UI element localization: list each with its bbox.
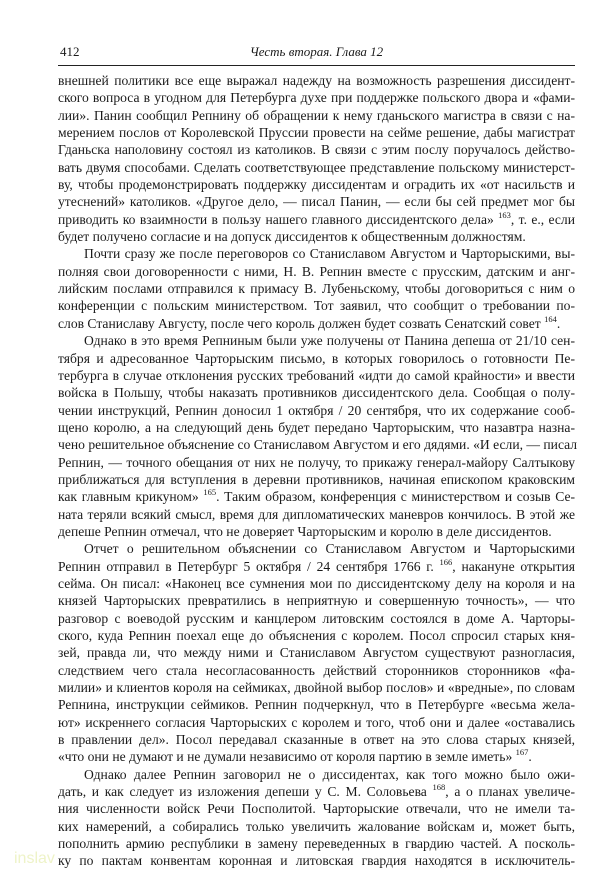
text-segment: , накануне открытия	[452, 558, 575, 574]
footnote-ref: 167	[515, 747, 529, 758]
header-rule	[58, 65, 575, 66]
text-line: лийским послами отправился к примасу В. Лубеньскому, чтобы договориться с ним о	[58, 281, 575, 297]
text-segment: приводить ко взаимности в пользу нашего главного диссидентского дела»	[58, 211, 499, 227]
watermark-logo: inslav	[14, 850, 55, 867]
text-line: разговор с воеводой русским и канцлером литовским состоялся в доме А. Чарторы-	[58, 610, 575, 626]
text-segment: Репнин отправил в Петербург 5 октября / 24 сентября 1766 г.	[58, 558, 440, 574]
text-line: вать двумя способами. Сделать соответствующее представление польскому министерст-	[58, 159, 575, 175]
text-segment: «что они не думают и не думали независимо от короля партию в земле иметь»	[58, 749, 516, 765]
text-line: ната теряли всякий смысл, время для дипломатических маневров кончилось. В этой же	[58, 506, 575, 522]
paragraph	[58, 245, 575, 332]
text-line: Почти сразу же после переговоров со Станиславом Августом и Чарторыскими, вы-	[84, 246, 575, 262]
text-segment: слов Станиславу Августу, после чего король должен будет созвать Сенатский совет	[58, 315, 545, 331]
text-line: ких намерений, а собирались только увеличить жалование войскам и, может быть,	[58, 818, 575, 834]
text-line: тября и адресованное Чарторыским письмо, в которых говорилось о готовности Пе-	[58, 350, 575, 366]
text-line: Отчет о решительном объяснении со Станиславом Августом и Чарторыскими	[84, 541, 575, 557]
text-line: следствием чего стала несогласованность действий сторонников сторонников «фа-	[58, 662, 575, 678]
footnote-ref: 168	[432, 782, 446, 793]
text-line: приближаться для вступления в деревни противников, начиная епископом краковским	[58, 471, 575, 487]
text-line: Репнин, — точного обещания от них не получу, то прикажу генерал-майору Салтыкову	[58, 454, 575, 470]
text-line: ского, куда Репнин поехал еще до объяснения с королем. Посол спросил старых кня-	[58, 628, 575, 643]
text-line: милии» и клиентов короля на сеймиках, двойной выбор послов» и «вредные», по словам	[58, 680, 575, 696]
text-line: тербурга в случае отклонения русских требований «идти до самой крайности» и ввести	[58, 367, 575, 383]
text-segment: , т. е., если	[510, 211, 575, 227]
text-line: ского вопроса в угодном для Петербурга духе при поддержке польского двора и «фами-	[58, 90, 575, 106]
text-line: Однако в это время Репниным были уже получены от Панина депеша от 21/10 сен-	[84, 333, 575, 349]
text-line: войска в Польшу, чтобы наказать противников диссидентского дела. Сообщая о полу-	[58, 385, 575, 401]
text-line	[58, 488, 575, 505]
text-line	[58, 783, 575, 800]
text-line: Гданьска наполовину состоял из католиков. В связи с этим послу поручалось действо-	[58, 142, 575, 158]
body-text	[58, 72, 578, 870]
text-segment: как главным крикуном»	[58, 489, 204, 505]
text-line: щено королю, а на следующий день будет передано Чарторыским, что назавтра назна-	[58, 419, 575, 435]
text-line: чении инструкций, Репнин доносил 1 октября / 20 сентября, что их содержание сооб-	[58, 402, 575, 418]
text-segment: .	[528, 749, 532, 765]
paragraph	[58, 540, 575, 765]
footnote-ref: 164	[544, 313, 557, 324]
paragraph	[58, 72, 575, 245]
text-segment: дать, и как следует из изложения депеши у С. М. Соловьева	[58, 784, 433, 800]
text-line: конференции с польским министерством. Тот заявил, что сообщит о требовании по-	[58, 298, 575, 314]
paragraph	[58, 766, 575, 870]
text-line: внешней политики все еще выражал надежду на возможность разрешения диссидент-	[58, 73, 575, 88]
text-line: утеснений» католиков. «Другое дело, — писал Панин, — если бы сей предмет мог бы	[58, 194, 575, 210]
footnote-ref: 165	[203, 487, 217, 498]
text-line: князей Чарторыских превратились в неприятную и совершенную точность», — что	[58, 593, 575, 609]
text-line: ву, чтобы продемонстрировать поддержку диссидентам и оградить их «от насильств и	[58, 177, 575, 193]
text-line: зей, правда ли, что между ними и Станиславом Августом существуют разногласия,	[58, 645, 575, 661]
text-segment: , а о планах увеличе-	[445, 784, 575, 800]
footnote-ref: 166	[439, 556, 453, 567]
text-line: Репнина, инструкции сеймиков. Репнин подчеркнул, что в Петербурге «весьма жела-	[58, 697, 575, 713]
text-line: ку по пактам конвентам коронная и литовская гвардия находятся в исключитель-	[58, 853, 575, 869]
text-line: в правлении дел». Посол передавал сказанные в ответ на это слова старых князей,	[58, 732, 575, 748]
footnote-ref: 163	[498, 209, 511, 220]
text-line: чено решительное объяснение со Станиславом Августом и его дядями. «И если, — писал	[58, 437, 578, 453]
text-line: мерением послов от Королевской Пруссии провести на сейме решение, дабы магистрат	[58, 125, 575, 141]
text-line: лии». Панин сообщил Репнину об обращении к нему гданьского магистра в связи с на-	[58, 107, 575, 123]
text-line	[58, 315, 575, 332]
text-line	[58, 211, 575, 228]
text-line	[58, 558, 575, 575]
paragraph	[58, 332, 578, 540]
page-header	[58, 44, 575, 62]
text-line: пополнить армию республики в замену переведенных в гвардию частей. А посколь-	[58, 836, 575, 852]
text-line	[58, 748, 575, 765]
text-line: сейма. Он писал: «Наконец все сумнения мои по диссидентскому делу на короля и на	[58, 575, 575, 591]
text-segment: . Таким образом, конференция с министерством и созыв Се-	[216, 489, 575, 505]
text-segment: .	[556, 315, 561, 331]
running-title: Честь вторая. Глава 12	[249, 44, 384, 59]
text-line: Однако далее Репнин заговорил не о диссидентах, как того можно было ожи-	[84, 766, 575, 782]
text-line: депеше Репнин отмечал, что не доверяет Чарторыским и королю в деле диссидентов.	[58, 523, 552, 539]
text-line: будет получено согласие и на допуск диссидентов к общественным должностям.	[58, 229, 526, 245]
text-line: полняя свои договоренности с ними, Н. В. Репнин вместе с прусским, датским и анг-	[58, 263, 575, 279]
text-line: ют» искреннего согласия Чарторыских с королем и того, чтоб они и далее «оставались	[58, 714, 575, 730]
text-line: ния численности войск Речи Посполитой. Чарторыские отвечали, что не имели та-	[58, 801, 575, 817]
page-number: 412	[60, 44, 80, 59]
